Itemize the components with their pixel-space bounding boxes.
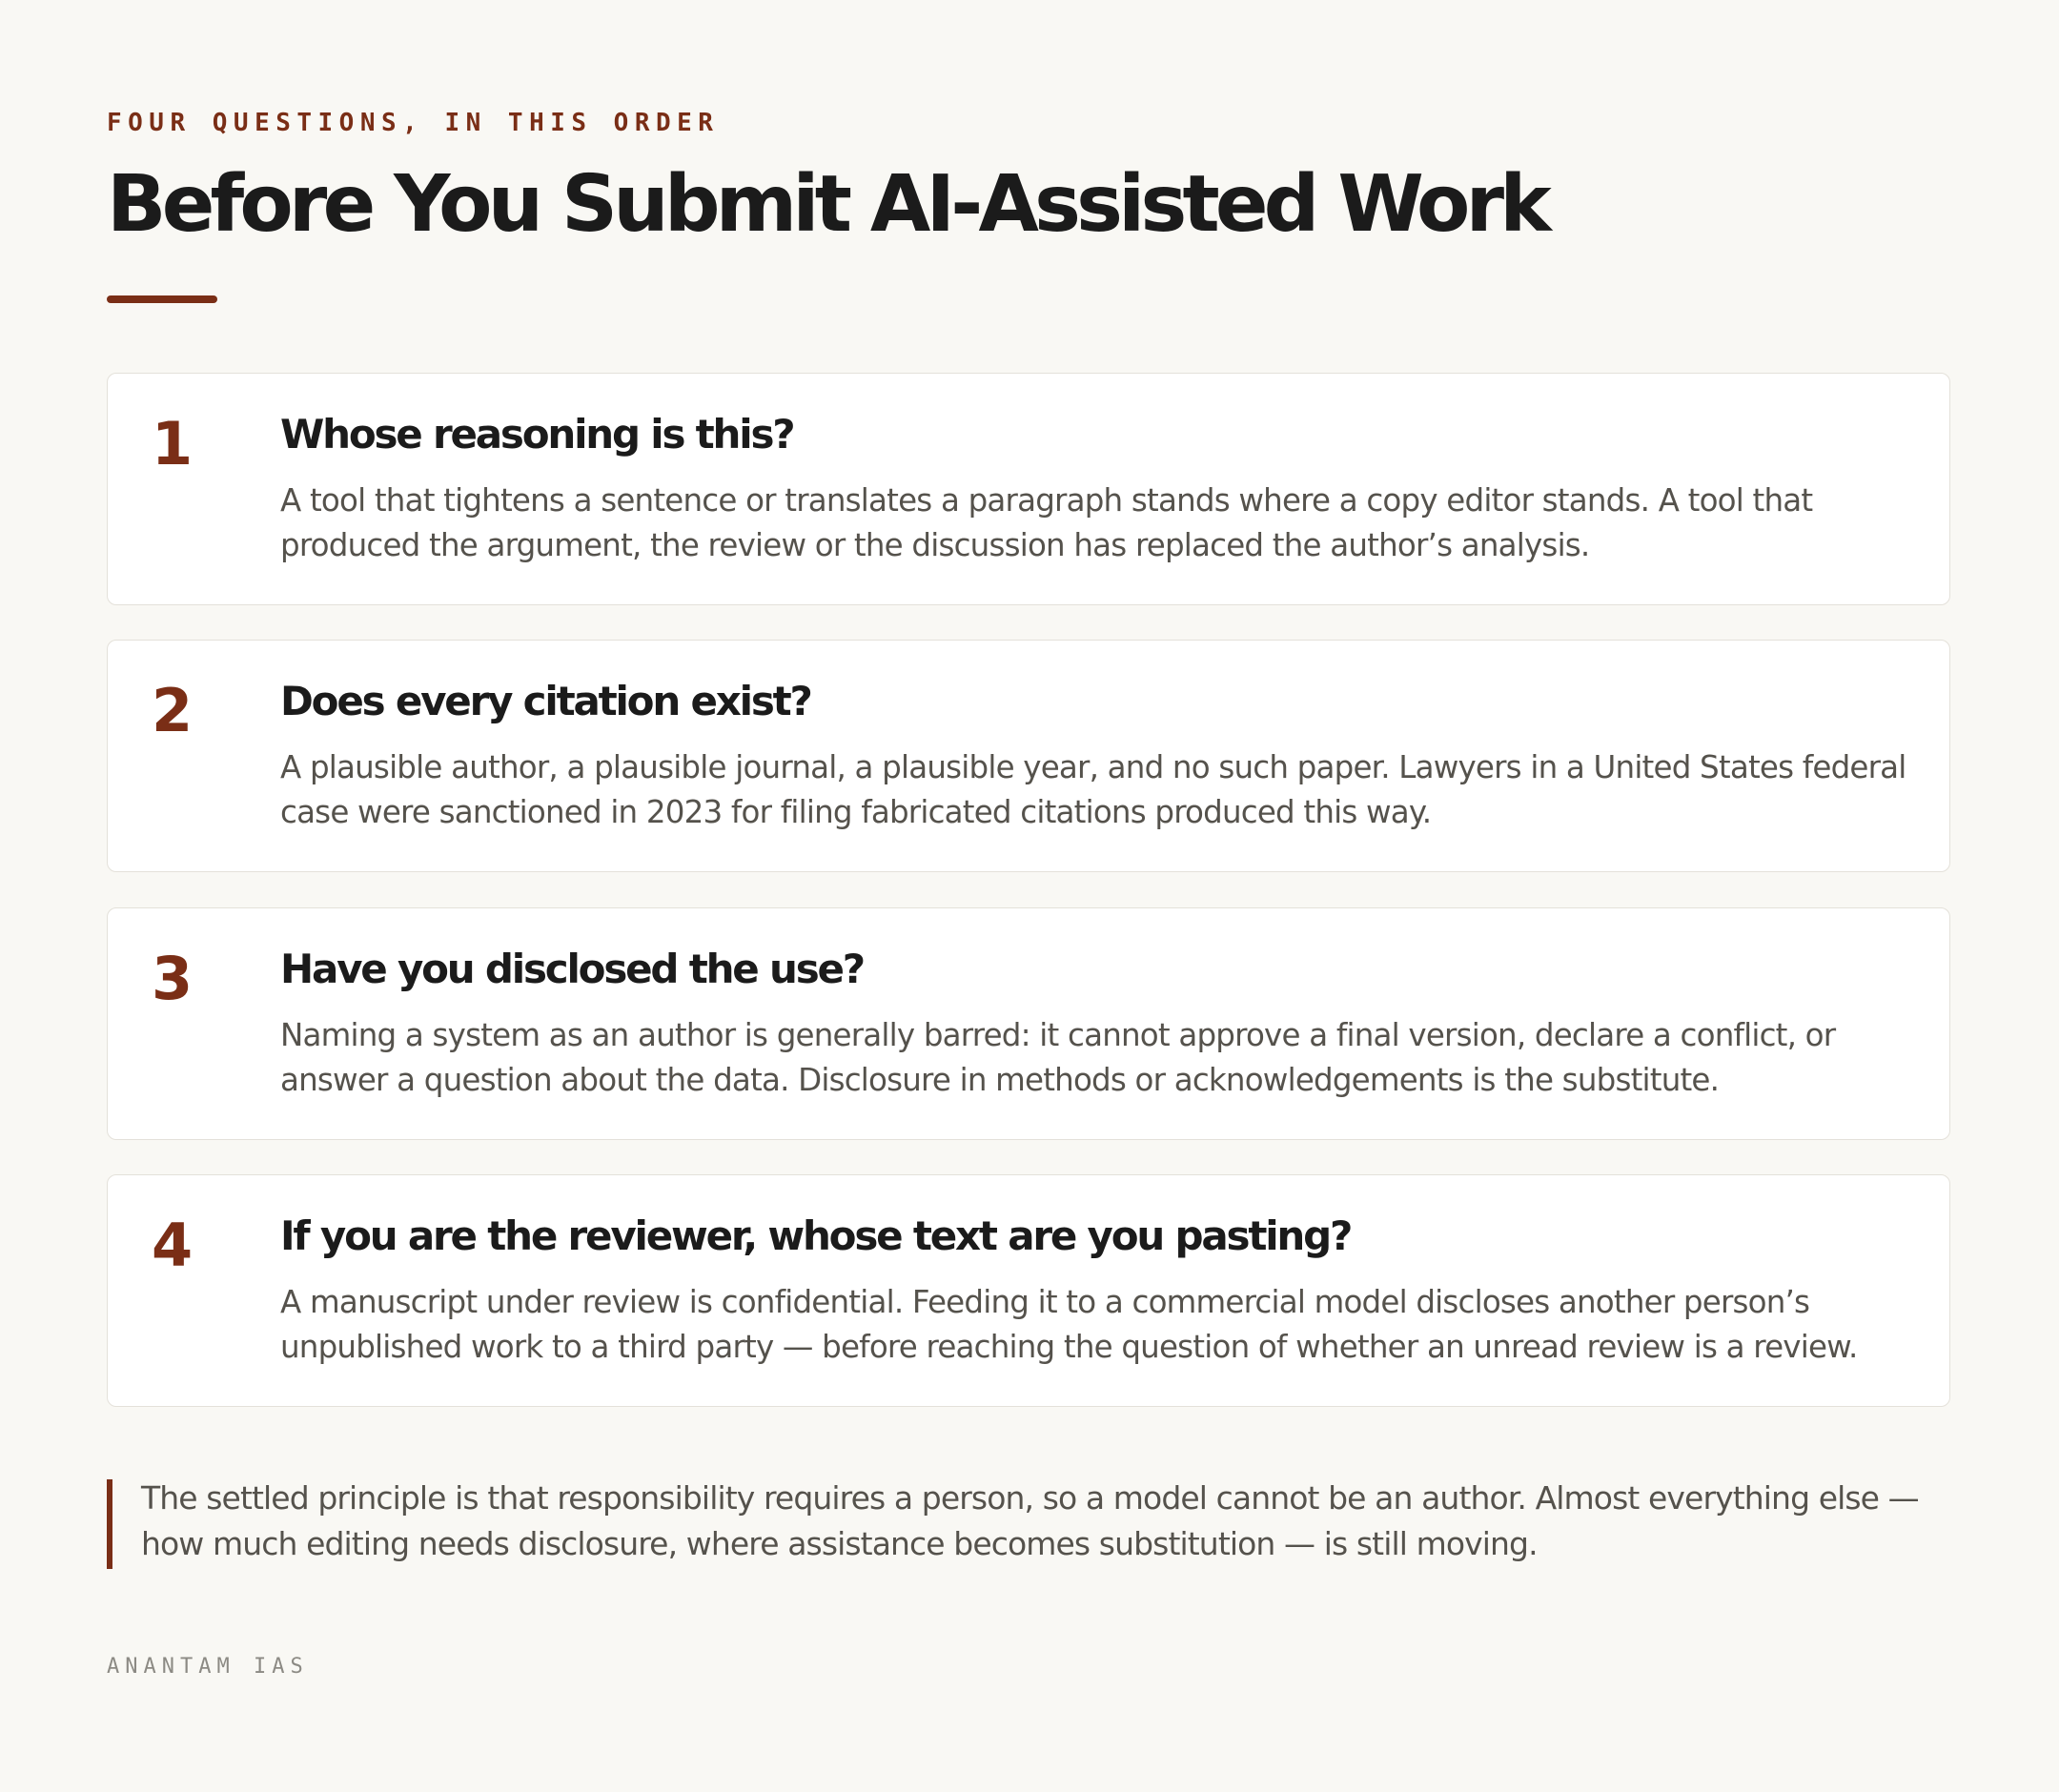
question-number: 1 [152, 409, 194, 479]
question-number: 2 [152, 676, 194, 745]
question-body: A tool that tightens a sentence or translates a paragraph stands where a copy editor stands. A tool that produced the argument, the review or the discussion has replaced the author’s analysis. [280, 482, 1813, 563]
title-accent-rule [107, 295, 217, 303]
page-title: Before You Submit AI-Assisted Work [107, 159, 1547, 250]
question-card-1 [107, 373, 1950, 605]
closing-callout [107, 1479, 1952, 1569]
closing-text: The settled principle is that responsibility requires a person, so a model cannot be an author. Almost everything else — how much editing needs disclosure, where assistance becomes substitution — is still moving. [141, 1479, 1919, 1562]
question-number: 4 [152, 1211, 194, 1280]
question-card-4 [107, 1174, 1950, 1407]
question-title: If you are the reviewer, whose text are you pasting? [280, 1212, 1352, 1259]
eyebrow-label: FOUR QUESTIONS, IN THIS ORDER [107, 109, 720, 137]
question-number: 3 [152, 944, 194, 1013]
question-title: Does every citation exist? [280, 678, 811, 724]
footer-brand: ANANTAM IAS [107, 1655, 309, 1679]
question-title: Whose reasoning is this? [280, 411, 794, 458]
question-card-2 [107, 640, 1950, 872]
question-body: A manuscript under review is confidential. Feeding it to a commercial model discloses another person’s unpublished work to a third party — before reaching the question of whether an unread review is a review. [280, 1284, 1858, 1365]
question-body: A plausible author, a plausible journal, a plausible year, and no such paper. Lawyers in a United States federal case were sanctioned in 2023 for filing fabricated citations produced this way. [280, 749, 1906, 830]
question-title: Have you disclosed the use? [280, 946, 864, 992]
question-body: Naming a system as an author is generally barred: it cannot approve a final version, declare a conflict, or answer a question about the data. Disclosure in methods or acknowledgements is the substitute. [280, 1017, 1836, 1098]
question-card-3 [107, 907, 1950, 1140]
